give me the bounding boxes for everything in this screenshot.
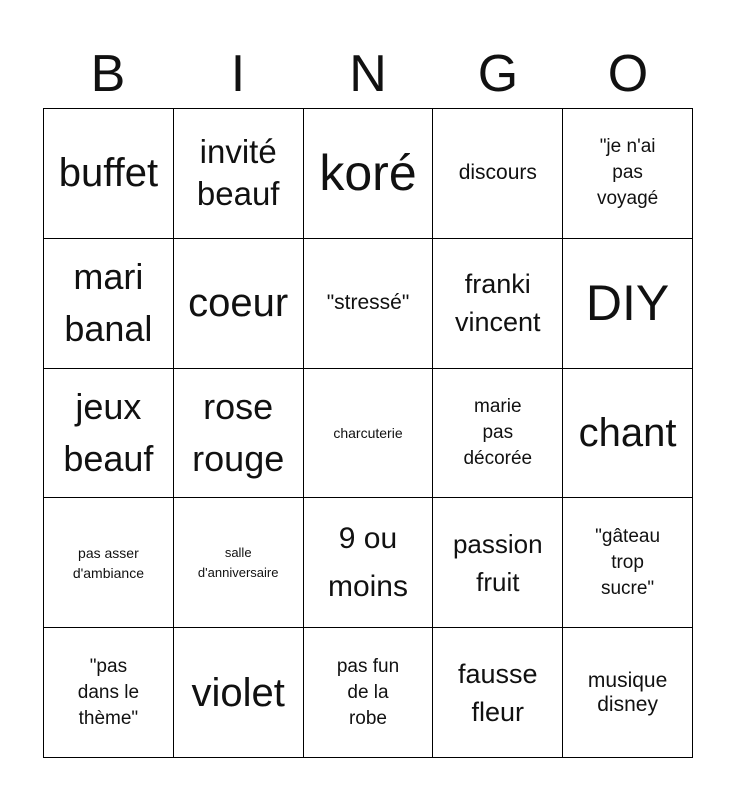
bingo-cell[interactable] xyxy=(44,109,174,239)
bingo-cell[interactable] xyxy=(563,628,693,758)
bingo-cell[interactable] xyxy=(44,369,174,499)
bingo-cell[interactable] xyxy=(433,498,563,628)
bingo-cell[interactable] xyxy=(563,109,693,239)
cell-label: discours xyxy=(458,161,537,185)
bingo-cell[interactable] xyxy=(304,239,434,369)
bingo-cell[interactable] xyxy=(304,369,434,499)
header-letter-i: I xyxy=(230,45,246,103)
bingo-cell[interactable] xyxy=(44,628,174,758)
cell-label: violet xyxy=(191,670,285,715)
bingo-cell[interactable] xyxy=(44,239,174,369)
bingo-cell[interactable] xyxy=(433,239,563,369)
cell-label: coeur xyxy=(188,281,289,326)
cell-label: franki vincent xyxy=(455,269,541,338)
header-letter-g: G xyxy=(477,45,519,103)
cell-label: marie pas décorée xyxy=(463,395,533,469)
cell-label: DIY xyxy=(585,275,670,332)
bingo-header xyxy=(43,40,693,108)
bingo-cell[interactable] xyxy=(44,498,174,628)
cell-label: pas asser d'ambiance xyxy=(72,544,144,581)
cell-label: mari banal xyxy=(64,256,153,350)
cell-label: "pas dans le thème" xyxy=(77,655,140,729)
bingo-cell[interactable] xyxy=(433,628,563,758)
bingo-cell[interactable] xyxy=(563,239,693,369)
cell-label: pas fun de la robe xyxy=(336,655,400,729)
cell-label: jeux beauf xyxy=(63,385,154,479)
cell-label: rose rouge xyxy=(192,385,285,479)
bingo-grid xyxy=(43,108,693,758)
header-letter-o: O xyxy=(607,45,649,103)
bingo-cell[interactable] xyxy=(304,628,434,758)
bingo-cell[interactable] xyxy=(563,498,693,628)
cell-label: koré xyxy=(319,145,417,202)
cell-label: "stressé" xyxy=(326,291,410,315)
bingo-cell[interactable] xyxy=(174,498,304,628)
cell-label: fausse fleur xyxy=(458,658,538,727)
bingo-cell[interactable] xyxy=(174,239,304,369)
bingo-cell[interactable] xyxy=(304,109,434,239)
bingo-cell[interactable] xyxy=(174,628,304,758)
cell-label: "je n'ai pas voyagé xyxy=(596,136,659,210)
bingo-cell[interactable] xyxy=(304,498,434,628)
cell-label: charcuterie xyxy=(333,424,403,441)
cell-label: "gâteau trop sucre" xyxy=(595,525,661,599)
header-letter-b: B xyxy=(90,45,126,103)
cell-label: musique disney xyxy=(587,668,668,716)
bingo-cell[interactable] xyxy=(563,369,693,499)
bingo-cell[interactable] xyxy=(174,369,304,499)
cell-label: passion fruit xyxy=(452,528,543,597)
cell-label: salle d'anniversaire xyxy=(197,544,279,580)
cell-label: buffet xyxy=(58,151,159,196)
cell-label: invité beauf xyxy=(196,133,280,213)
header-letter-n: N xyxy=(349,45,387,103)
cell-label: chant xyxy=(578,410,677,455)
bingo-cell[interactable] xyxy=(174,109,304,239)
cell-label: 9 ou moins xyxy=(327,521,408,603)
bingo-cell[interactable] xyxy=(433,369,563,499)
bingo-cell[interactable] xyxy=(433,109,563,239)
